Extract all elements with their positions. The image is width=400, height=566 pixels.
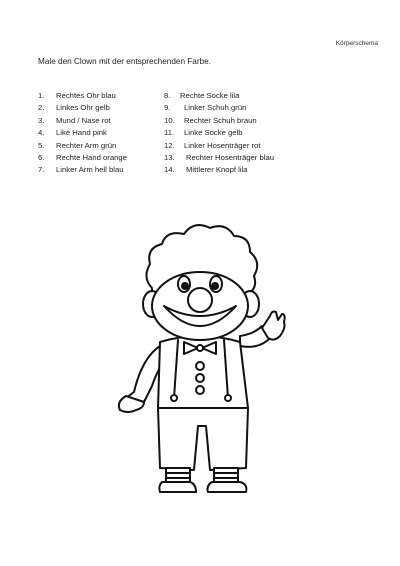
task-text: Rechter Hosenträger blau: [186, 153, 275, 163]
task-text: Rechter Schuh braun: [184, 115, 257, 125]
task-text: Linker Hosenträger rot: [184, 140, 261, 150]
task-number: 5.: [38, 140, 45, 150]
task-text: Linkes Ohr gelb: [56, 103, 110, 113]
task-text: Mittlerer Knopf lila: [186, 165, 248, 175]
task-number: 10.: [164, 115, 175, 125]
right-shoe: [208, 482, 247, 492]
task-item: [38, 152, 127, 164]
task-number: 14.: [164, 165, 175, 175]
task-text: Linker Arm hell blau: [56, 165, 124, 175]
middle-button: [196, 374, 204, 382]
header-label: Körperschema: [335, 40, 378, 47]
task-number: 8.: [164, 91, 171, 100]
task-item: [38, 102, 127, 114]
task-item: [38, 90, 127, 102]
task-number: 9.: [164, 103, 171, 113]
left-shoe: [159, 482, 196, 492]
task-number: 6.: [38, 153, 45, 163]
task-item: [164, 102, 274, 114]
task-number: 12.: [164, 140, 175, 150]
task-number: 1.: [38, 91, 45, 100]
instruction-text: Male den Clown mit der entsprechenden Farbe.: [38, 57, 211, 66]
task-item: [164, 164, 274, 176]
task-number: 11.: [164, 128, 175, 138]
right-sock: [214, 468, 238, 482]
task-list-left: [38, 90, 127, 177]
task-item: [38, 115, 127, 127]
task-item: [38, 127, 127, 139]
task-text: Rechte Socke lila: [180, 91, 240, 100]
task-number: 4.: [38, 128, 45, 138]
right-hand: [262, 312, 285, 340]
task-text: Rechter Arm grün: [56, 140, 117, 150]
left-sock: [166, 468, 190, 482]
task-text: Rechte Hand orange: [56, 153, 127, 163]
top-button: [196, 362, 204, 370]
trousers: [158, 408, 248, 470]
task-item: [38, 164, 127, 176]
clown-illustration: [100, 218, 300, 508]
task-text: Linke Socke gelb: [184, 128, 243, 138]
task-item: [164, 115, 274, 127]
task-text: Mund / Nase rot: [56, 115, 111, 125]
task-item: [38, 140, 127, 152]
task-text: Like Hand pink: [56, 128, 107, 138]
task-text: Rechtes Ohr blau: [56, 91, 116, 100]
task-text: Linker Schuh grün: [184, 103, 247, 113]
task-number: 7.: [38, 165, 45, 175]
task-item: [164, 127, 274, 139]
task-item: [164, 90, 274, 102]
bottom-button: [196, 386, 204, 394]
task-item: [164, 140, 274, 152]
task-number: 2.: [38, 103, 45, 113]
task-number: 3.: [38, 115, 45, 125]
nose: [188, 288, 212, 312]
task-number: 13.: [164, 153, 175, 163]
task-item: [164, 152, 274, 164]
task-list-right: [164, 90, 274, 177]
